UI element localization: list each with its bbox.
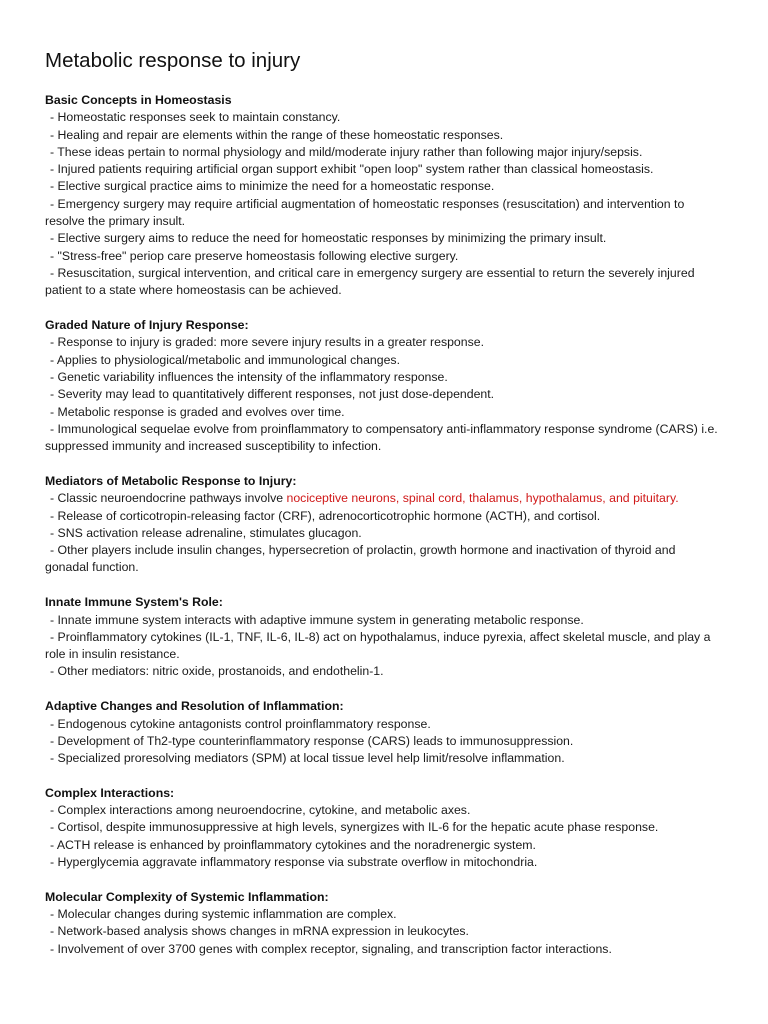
item-text: Release of corticotropin-releasing factor (CRF), adrenocorticotrophic hormone (ACTH), and cortisol. bbox=[57, 508, 601, 523]
item-text: Molecular changes during systemic inflammation are complex. bbox=[57, 907, 397, 922]
item-text: Endogenous cytokine antagonists control proinflammatory response. bbox=[57, 716, 431, 731]
item-text: Development of Th2-type counterinflammatory response (CARS) leads to immunosuppression. bbox=[57, 733, 574, 748]
item-text: Elective surgical practice aims to minimize the need for a homeostatic response. bbox=[57, 179, 495, 194]
list-item: - Immunological sequelae evolve from proinflammatory to compensatory anti-inflammatory response syndrome (CARS) i.e. suppressed immunity and increased susceptibility to infection. bbox=[45, 421, 718, 454]
item-text: Hyperglycemia aggravate inflammatory response via substrate overflow in mitochondria. bbox=[57, 855, 538, 870]
item-text: Network-based analysis shows changes in mRNA expression in leukocytes. bbox=[57, 924, 469, 939]
list-item: - Complex interactions among neuroendocrine, cytokine, and metabolic axes. bbox=[50, 803, 471, 818]
item-text: Response to injury is graded: more severe injury results in a greater response. bbox=[57, 335, 485, 350]
bullet-list bbox=[45, 612, 722, 681]
bullet-list bbox=[45, 906, 722, 958]
list-item: - SNS activation release adrenaline, stimulates glucagon. bbox=[50, 525, 362, 540]
list-item: - Elective surgical practice aims to minimize the need for a homeostatic response. bbox=[50, 179, 495, 194]
item-text: These ideas pertain to normal physiology and mild/moderate injury rather than following major injury/sepsis. bbox=[57, 144, 643, 159]
section bbox=[45, 317, 722, 455]
list-item: - Response to injury is graded: more severe injury results in a greater response. bbox=[50, 335, 485, 350]
item-text: Applies to physiological/metabolic and immunological changes. bbox=[56, 352, 400, 367]
item-text: Healing and repair are elements within the range of these homeostatic responses. bbox=[57, 127, 504, 142]
section-heading: Innate Immune System's Role: bbox=[45, 595, 223, 610]
item-text: SNS activation release adrenaline, stimulates glucagon. bbox=[57, 525, 362, 540]
item-text: Other players include insulin changes, hypersecretion of prolactin, growth hormone and inactivation of thyroid and gonadal function. bbox=[45, 543, 676, 575]
item-text: Classic neuroendocrine pathways involve bbox=[57, 491, 287, 506]
list-item: - "Stress-free" periop care preserve homeostasis following elective surgery. bbox=[50, 248, 459, 263]
list-item: - Injured patients requiring artificial organ support exhibit "open loop" system rather than classical homeostasis. bbox=[50, 162, 654, 177]
list-item: - ACTH release is enhanced by proinflammatory cytokines and the noradrenergic system. bbox=[50, 837, 536, 852]
section-heading: Adaptive Changes and Resolution of Inflammation: bbox=[45, 699, 344, 714]
list-item: - Development of Th2-type counterinflammatory response (CARS) leads to immunosuppression. bbox=[50, 733, 574, 748]
section-heading: Molecular Complexity of Systemic Inflammation: bbox=[45, 889, 329, 904]
item-text: Immunological sequelae evolve from proinflammatory to compensatory anti-inflammatory response syndrome (CARS) i.e. suppressed immunity and increased susceptibility to infection. bbox=[45, 421, 718, 454]
list-item: - These ideas pertain to normal physiology and mild/moderate injury rather than following major injury/sepsis. bbox=[50, 144, 643, 159]
list-item: - Resuscitation, surgical intervention, and critical care in emergency surgery are essential to return the severely injured patient to a state where homeostasis can be achieved. bbox=[45, 265, 695, 298]
list-item: - Release of corticotropin-releasing factor (CRF), adrenocorticotrophic hormone (ACTH), and cortisol. bbox=[50, 508, 601, 523]
item-text: Genetic variability influences the intensity of the inflammatory response. bbox=[57, 369, 448, 384]
list-item: - Hyperglycemia aggravate inflammatory response via substrate overflow in mitochondria. bbox=[50, 855, 538, 870]
item-text: Injured patients requiring artificial organ support exhibit "open loop" system rather than classical homeostasis. bbox=[57, 162, 654, 177]
bullet-list bbox=[45, 109, 722, 299]
item-text: "Stress-free" periop care preserve homeostasis following elective surgery. bbox=[57, 248, 459, 263]
list-item: - Homeostatic responses seek to maintain constancy. bbox=[50, 110, 341, 125]
item-text: Elective surgery aims to reduce the need for homeostatic responses by minimizing the primary insult. bbox=[57, 231, 607, 246]
list-item: - Classic neuroendocrine pathways involve nociceptive neurons, spinal cord, thalamus, hypothalamus, and pituitary. bbox=[50, 491, 679, 506]
list-item: - Other players include insulin changes, hypersecretion of prolactin, growth hormone and inactivation of thyroid and gonadal function. bbox=[45, 543, 676, 575]
item-text: Specialized proresolving mediators (SPM) at local tissue level help limit/resolve inflammation. bbox=[57, 751, 565, 766]
section-heading: Basic Concepts in Homeostasis bbox=[45, 93, 232, 107]
item-text: Homeostatic responses seek to maintain constancy. bbox=[57, 110, 341, 125]
list-item: - Severity may lead to quantitatively different responses, not just dose-dependent. bbox=[50, 387, 495, 402]
list-item: - Metabolic response is graded and evolves over time. bbox=[50, 404, 345, 419]
section bbox=[45, 785, 722, 871]
list-item: - Innate immune system interacts with adaptive immune system in generating metabolic response. bbox=[50, 612, 584, 627]
list-item: - Network-based analysis shows changes in mRNA expression in leukocytes. bbox=[50, 924, 469, 939]
list-item: - Specialized proresolving mediators (SPM) at local tissue level help limit/resolve inflammation. bbox=[50, 751, 565, 766]
item-text: Innate immune system interacts with adaptive immune system in generating metabolic response. bbox=[57, 612, 584, 627]
bullet-list bbox=[45, 334, 722, 455]
list-item: - Genetic variability influences the intensity of the inflammatory response. bbox=[50, 369, 448, 384]
item-text: Proinflammatory cytokines (IL-1, TNF, IL-6, IL-8) act on hypothalamus, induce pyrexia, affect skeletal muscle, and play a role in insulin resistance. bbox=[45, 629, 711, 662]
item-text: Complex interactions among neuroendocrine, cytokine, and metabolic axes. bbox=[57, 803, 471, 818]
list-item: - Proinflammatory cytokines (IL-1, TNF, IL-6, IL-8) act on hypothalamus, induce pyrexia, affect skeletal muscle, and play a role in insulin resistance. bbox=[45, 629, 711, 662]
section bbox=[45, 473, 722, 577]
bullet-list bbox=[45, 802, 722, 871]
list-item: - Involvement of over 3700 genes with complex receptor, signaling, and transcription factor interactions. bbox=[50, 941, 612, 956]
list-item: - Molecular changes during systemic inflammation are complex. bbox=[50, 907, 397, 922]
sections-container bbox=[45, 92, 722, 958]
list-item: - Emergency surgery may require artificial augmentation of homeostatic responses (resuscitation) and intervention to resolve the primary insult. bbox=[45, 196, 685, 229]
list-item: - Cortisol, despite immunosuppressive at high levels, synergizes with IL-6 for the hepatic acute phase response. bbox=[50, 820, 659, 835]
section bbox=[45, 889, 722, 958]
section bbox=[45, 698, 722, 767]
section bbox=[45, 92, 722, 300]
section bbox=[45, 594, 722, 680]
item-text: Other mediators: nitric oxide, prostanoids, and endothelin-1. bbox=[57, 664, 384, 679]
list-item: - Elective surgery aims to reduce the need for homeostatic responses by minimizing the primary insult. bbox=[50, 231, 607, 246]
list-item: - Other mediators: nitric oxide, prostanoids, and endothelin-1. bbox=[50, 664, 384, 679]
item-text: Involvement of over 3700 genes with complex receptor, signaling, and transcription factor interactions. bbox=[57, 941, 612, 956]
page-title: Metabolic response to injury bbox=[45, 49, 301, 72]
item-text: ACTH release is enhanced by proinflammatory cytokines and the noradrenergic system. bbox=[56, 837, 536, 852]
section-heading: Mediators of Metabolic Response to Injury: bbox=[45, 473, 297, 488]
bullet-list bbox=[45, 716, 722, 768]
list-item: - Endogenous cytokine antagonists control proinflammatory response. bbox=[50, 716, 431, 731]
item-text: Metabolic response is graded and evolves over time. bbox=[57, 404, 345, 419]
highlighted-text: nociceptive neurons, spinal cord, thalamus, hypothalamus, and pituitary. bbox=[286, 491, 679, 506]
item-text: Emergency surgery may require artificial augmentation of homeostatic responses (resuscitation) and intervention to resolve the primary insult. bbox=[45, 196, 685, 229]
item-text: Severity may lead to quantitatively different responses, not just dose-dependent. bbox=[57, 387, 495, 402]
bullet-list bbox=[45, 490, 722, 576]
list-item: - Applies to physiological/metabolic and immunological changes. bbox=[50, 352, 400, 367]
item-text: Cortisol, despite immunosuppressive at high levels, synergizes with IL-6 for the hepatic acute phase response. bbox=[57, 820, 659, 835]
section-heading: Complex Interactions: bbox=[45, 785, 175, 800]
section-heading: Graded Nature of Injury Response: bbox=[45, 318, 249, 333]
item-text: Resuscitation, surgical intervention, and critical care in emergency surgery are essential to return the severely injured patient to a state where homeostasis can be achieved. bbox=[45, 265, 695, 298]
list-item: - Healing and repair are elements within the range of these homeostatic responses. bbox=[50, 127, 504, 142]
